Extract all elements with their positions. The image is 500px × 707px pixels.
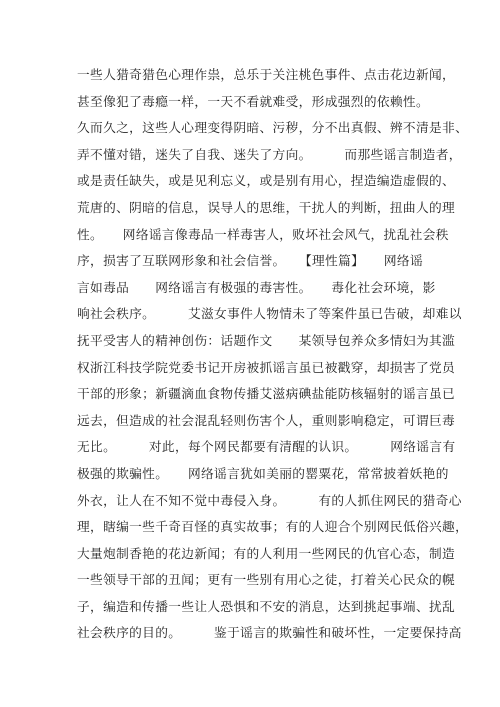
body-text <box>77 62 469 647</box>
text-line: 弄不懂对错，迷失了自我、迷失了方向。 而那些谣言制造者， <box>77 146 462 162</box>
text-line: 子，编造和传播一些让人恐惧和不安的消息，达到挑起事端、扰乱 <box>77 598 456 614</box>
text-line: 外衣，让人在不知不觉中毒侵入身。 有的人抓住网民的猎奇心 <box>77 492 462 508</box>
text-line: 无比。 对此，每个网民都要有清醒的认识。 网络谣言有 <box>77 439 456 455</box>
text-line: 理，瞎编一些千奇百怪的真实故事；有的人迎合个别网民低俗兴趣， <box>77 519 469 535</box>
text-line: 干部的形象；新疆滴血食物传播艾滋病碘盐能防核辐射的谣言虽已 <box>77 386 456 402</box>
text-line: 大量炮制香艳的花边新闻；有的人利用一些网民的仇官心态，制造 <box>77 545 456 561</box>
text-line: 序，损害了互联网形象和社会信誉。 【理性篇】 网络谣 <box>77 253 423 269</box>
text-line: 抚平受害人的精神创伤：话题作文 某领导包养众多情妇为其滥 <box>77 332 456 348</box>
text-line: 响社会秩序。 艾滋女事件人物情未了等案件虽已告破，却难以 <box>77 306 462 322</box>
text-line: 权浙江科技学院党委书记开房被抓谣言虽已被戳穿，却损害了党员 <box>77 359 456 375</box>
text-line: 远去，但造成的社会混乱轻则伤害个人，重则影响稳定，可谓巨毒 <box>77 412 456 428</box>
text-line: 久而久之，这些人心理变得阴暗、污秽，分不出真假、辨不清是非、 <box>77 120 469 136</box>
text-line: 甚至像犯了毒瘾一样，一天不看就难受，形成强烈的依赖性。 <box>77 93 430 109</box>
text-line: 性。 网络谣言像毒品一样毒害人，败坏社会风气，扰乱社会秩 <box>77 226 449 242</box>
text-line: 社会秩序的目的。 鉴于谣言的欺骗性和破坏性，一定要保持高 <box>77 625 462 641</box>
text-line: 或是责任缺失，或是见利忘义，或是别有用心，捏造编造虚假的、 <box>77 173 456 189</box>
text-line: 言如毒品 网络谣言有极强的毒害性。 毒化社会环境，影 <box>77 279 436 295</box>
text-line: 荒唐的、阴暗的信息，误导人的思维，干扰人的判断，扭曲人的理 <box>77 199 456 215</box>
text-line: 一些领导干部的丑闻；更有一些别有用心之徒，打着关心民众的幌 <box>77 572 456 588</box>
text-line: 一些人猎奇猎色心理作祟，总乐于关注桃色事件、点击花边新闻， <box>77 67 456 82</box>
text-line: 极强的欺骗性。 网络谣言犹如美丽的罂粟花，常常披着妖艳的 <box>77 465 449 481</box>
